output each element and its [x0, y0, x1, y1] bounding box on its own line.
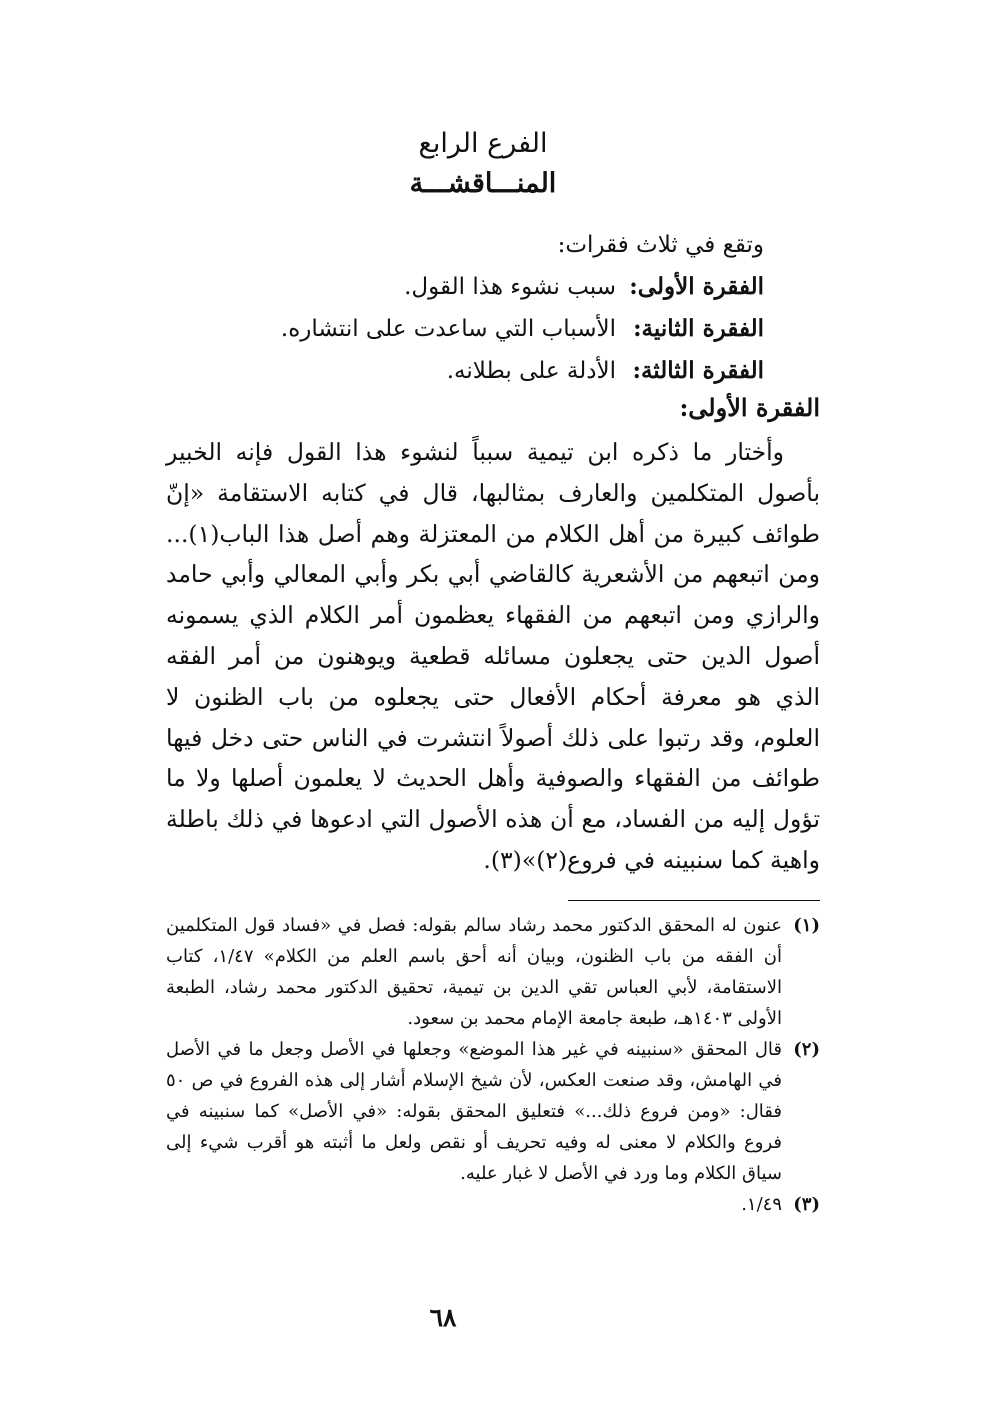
- section-heading: الفرع الرابع: [418, 128, 548, 159]
- intro-item-text: الأدلة على بطلانه.: [446, 358, 616, 384]
- footnote-text: عنون له المحقق الدكتور محمد رشاد سالم بقوله: فصل في «فساد قول المتكلمين أن الفقه من باب الظنون، وبيان أنه أحق باسم العلم من الكلام» ١/٤٧، كتاب الاستقامة، لأبي العباس تقي الدين بن تيمية، تحقيق الدكتور محمد رشاد، الطبعة الأولى ١٤٠٣هـ، طبعة جامعة الإمام محمد بن سعود.: [166, 915, 782, 1029]
- footnote-text: قال المحقق «سنبينه في غير هذا الموضع» وجعلها في الأصل وجعل ما في الأصل في الهامش، وقد صنعت العكس، لأن شيخ الإسلام أشار إلى هذه الفروع في ص ٥٠ فقال: «ومن فروع ذلك...» فتعليق المحقق بقوله: «في الأصل» كما سنبينه في فروع والكلام لا معنى له وفيه تحريف أو نقص ولعل ما أثبته هو أقرب شيء إلى سياق الكلام وما ورد في الأصل لا غبار عليه.: [166, 1039, 783, 1184]
- intro-item-label: الفقرة الثانية:: [633, 315, 764, 342]
- footnote: [166, 1034, 820, 1189]
- page-title: المنـــاقشـــة: [409, 168, 557, 199]
- intro-lead: وتقع في ثلاث فقرات:: [557, 232, 764, 258]
- intro-item-label: الفقرة الأولى:: [629, 273, 764, 300]
- footnote-text: ١/٤٩.: [741, 1194, 782, 1215]
- intro-item: [110, 308, 764, 350]
- intro-item-text: الأسباب التي ساعدت على انتشاره.: [280, 316, 616, 342]
- footnote-number: (٢): [793, 1039, 820, 1060]
- footnote-number: (٣): [793, 1194, 820, 1215]
- intro-item: [110, 350, 764, 392]
- intro-list: [110, 224, 764, 392]
- intro-item-text: سبب نشوء هذا القول.: [404, 274, 616, 300]
- intro-item: [110, 266, 764, 308]
- paragraph-heading: الفقرة الأولى:: [679, 393, 820, 422]
- footnote: [166, 910, 820, 1034]
- body-text: [166, 432, 820, 881]
- footnote: [166, 1189, 820, 1220]
- intro-item-label: الفقرة الثالثة:: [632, 357, 764, 384]
- footnote-number: (١): [793, 915, 820, 936]
- footnotes: [166, 910, 820, 1220]
- footnote-divider: [568, 900, 820, 901]
- body-paragraph: وأختار ما ذكره ابن تيمية سبباً لنشوء هذا القول فإنه الخبير بأصول المتكلمين والعارف بمثالبها، قال في كتابه الاستقامة «إنّ طوائف كبيرة من أهل الكلام من المعتزلة وهم أصل هذا الباب(١)... ومن اتبعهم من الأشعرية كالقاضي أبي بكر وأبي المعالي وأبي حامد والرازي ومن اتبعهم من الفقهاء يعظمون أمر الكلام الذي يسمونه أصول الدين حتى يجعلون مسائله قطعية ويوهنون من أمر الفقه الذي هو معرفة أحكام الأفعال حتى يجعلوه من باب الظنون لا العلوم، وقد رتبوا على ذلك أصولاً انتشرت في الناس حتى دخل فيها طوائف من الفقهاء والصوفية وأهل الحديث لا يعلمون أصلها ولا ما تؤول إليه من الفساد، مع أن هذه الأصول التي ادعوها في ذلك باطلة واهية كما سنبينه في فروع(٢)»(٣).: [166, 438, 820, 874]
- page-number: ٦٨: [429, 1303, 457, 1332]
